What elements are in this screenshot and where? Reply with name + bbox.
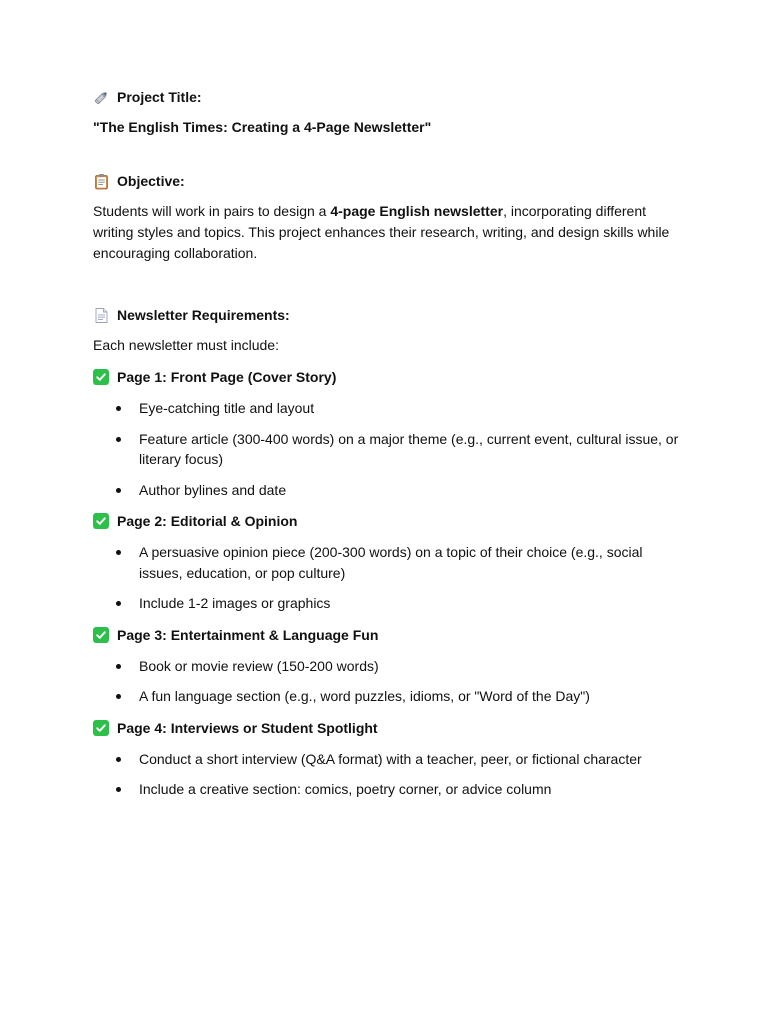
page-1-title: Page 1: Front Page (Cover Story) [117,369,337,385]
page-1-list [93,398,683,500]
page-2-list [93,542,683,614]
objective-text-bold: 4-page English newsletter [330,203,504,219]
list-item [116,398,683,419]
list-item-text: Feature article (300-400 words) on a major theme (e.g., current event, cultural issue, or literary focus) [139,430,679,467]
page-3-heading [93,624,683,646]
list-item [116,429,683,470]
document-icon [93,307,110,324]
project-title-label: Project Title: [117,89,202,105]
objective-text-end: , incorporating different writing styles and topics. This project enhances their research, writing, and design skills while encouraging collaboration. [93,203,670,261]
check-mark-icon [93,627,109,643]
list-item [116,593,683,614]
pen-icon [93,89,110,106]
list-item [116,749,683,770]
list-item [116,779,683,800]
list-item-text: Author bylines and date [139,481,287,498]
objective-heading [93,170,683,192]
page-2-title: Page 2: Editorial & Opinion [117,513,298,529]
objective-label: Objective: [117,173,185,189]
page-3-title: Page 3: Entertainment & Language Fun [117,626,379,643]
list-item-text: A fun language section (e.g., word puzzles, idioms, or "Word of the Day") [139,688,590,704]
clipboard-icon [93,173,110,190]
project-title-text: "The English Times: Creating a 4-Page Newsletter" [93,119,432,135]
page-2-heading [93,510,683,532]
list-item-text: Conduct a short interview (Q&A format) with a teacher, peer, or fictional character [139,750,642,767]
objective-paragraph [93,201,683,264]
project-title-heading [93,86,683,108]
page-3-list [93,656,683,707]
list-item [116,480,683,501]
requirements-heading [93,304,683,326]
list-item [116,656,683,677]
list-item [116,686,683,707]
check-mark-icon [93,369,109,385]
page-4-list [93,749,683,800]
list-item [116,542,683,583]
check-mark-icon [93,720,109,736]
list-item-text: A persuasive opinion piece (200-300 words) on a topic of their choice (e.g., social issues, education, or pop culture) [139,544,643,581]
check-mark-icon [93,513,109,529]
list-item-text: Eye-catching title and layout [139,400,315,416]
document-page [93,86,683,800]
page-4-heading [93,717,683,739]
requirements-label: Newsletter Requirements: [117,307,290,323]
page-1-heading [93,366,683,388]
requirements-intro: Each newsletter must include: [93,337,279,353]
list-item-text: Include a creative section: comics, poetry corner, or advice column [139,781,552,797]
objective-text-start: Students will work in pairs to design a [93,203,331,219]
list-item-text: Book or movie review (150-200 words) [139,657,379,674]
page-4-title: Page 4: Interviews or Student Spotlight [117,719,378,736]
list-item-text: Include 1-2 images or graphics [139,595,331,611]
